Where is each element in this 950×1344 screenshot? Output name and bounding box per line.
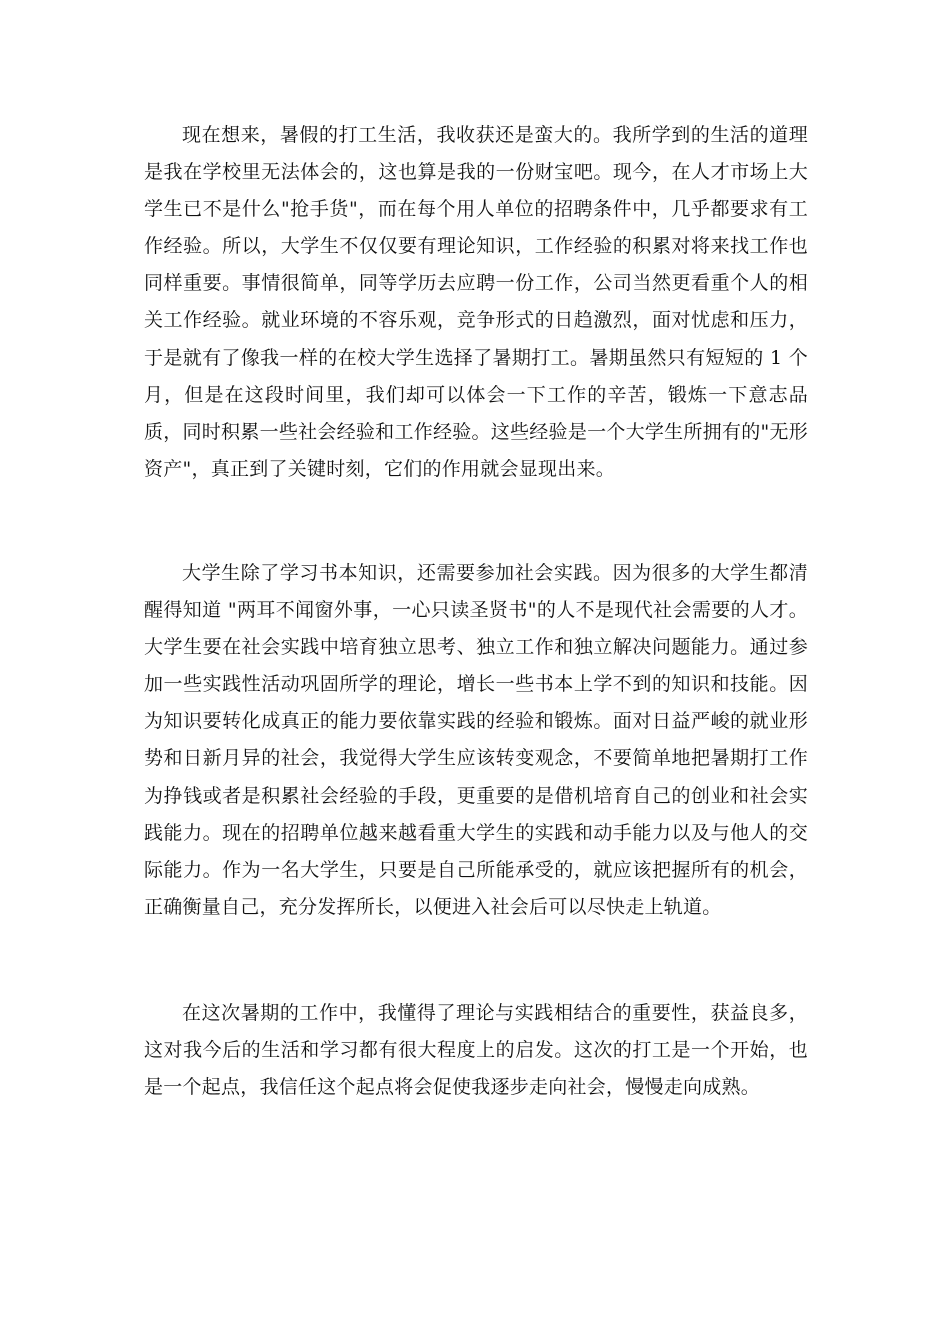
- paragraph-reflection: 现在想来，暑假的打工生活，我收获还是蛮大的。我所学到的生活的道理是我在学校里无法体会的，这也算是我的一份财宝吧。现今，在人才市场上大学生已不是什么"抢手货"，而在每个用人单位的招聘条件中，几乎都要求有工作经验。所以，大学生不仅仅要有理论知识，工作经验的积累对将来找工作也同样重要。事情很简单，同等学历去应聘一份工作，公司当然更看重个人的相关工作经验。就业环境的不容乐观，竞争形式的日趋激烈，面对忧虑和压力，于是就有了像我一样的在校大学生选择了暑期打工。暑期虽然只有短短的 1 个月，但是在这段时间里，我们却可以体会一下工作的辛苦，锻炼一下意志品质，同时积累一些社会经验和工作经验。这些经验是一个大学生所拥有的"无形资产"，真正到了关键时刻，它们的作用就会显现出来。: [144, 124, 808, 480]
- paragraph-conclusion: 在这次暑期的工作中，我懂得了理论与实践相结合的重要性，获益良多，这对我今后的生活和学习都有很大程度上的启发。这次的打工是一个开始，也是一个起点，我信任这个起点将会促使我逐步走向社会，慢慢走向成熟。: [144, 1002, 808, 1099]
- paragraph-social-practice: 大学生除了学习书本知识，还需要参加社会实践。因为很多的大学生都清醒得知道 "两耳不闻窗外事，一心只读圣贤书"的人不是现代社会需要的人才。大学生要在社会实践中培育独立思考、独立工作和独立解决问题能力。通过参加一些实践性活动巩固所学的理论，增长一些书本上学不到的知识和技能。因为知识要转化成真正的能力要依靠实践的经验和锻炼。面对日益严峻的就业形势和日新月异的社会，我觉得大学生应该转变观念，不要简单地把暑期打工作为挣钱或者是积累社会经验的手段，更重要的是借机培育自己的创业和社会实践能力。现在的招聘单位越来越看重大学生的实践和动手能力以及与他人的交际能力。作为一名大学生，只要是自己所能承受的，就应该把握所有的机会，正确衡量自己，充分发挥所长，以便进入社会后可以尽快走上轨道。: [144, 562, 808, 918]
